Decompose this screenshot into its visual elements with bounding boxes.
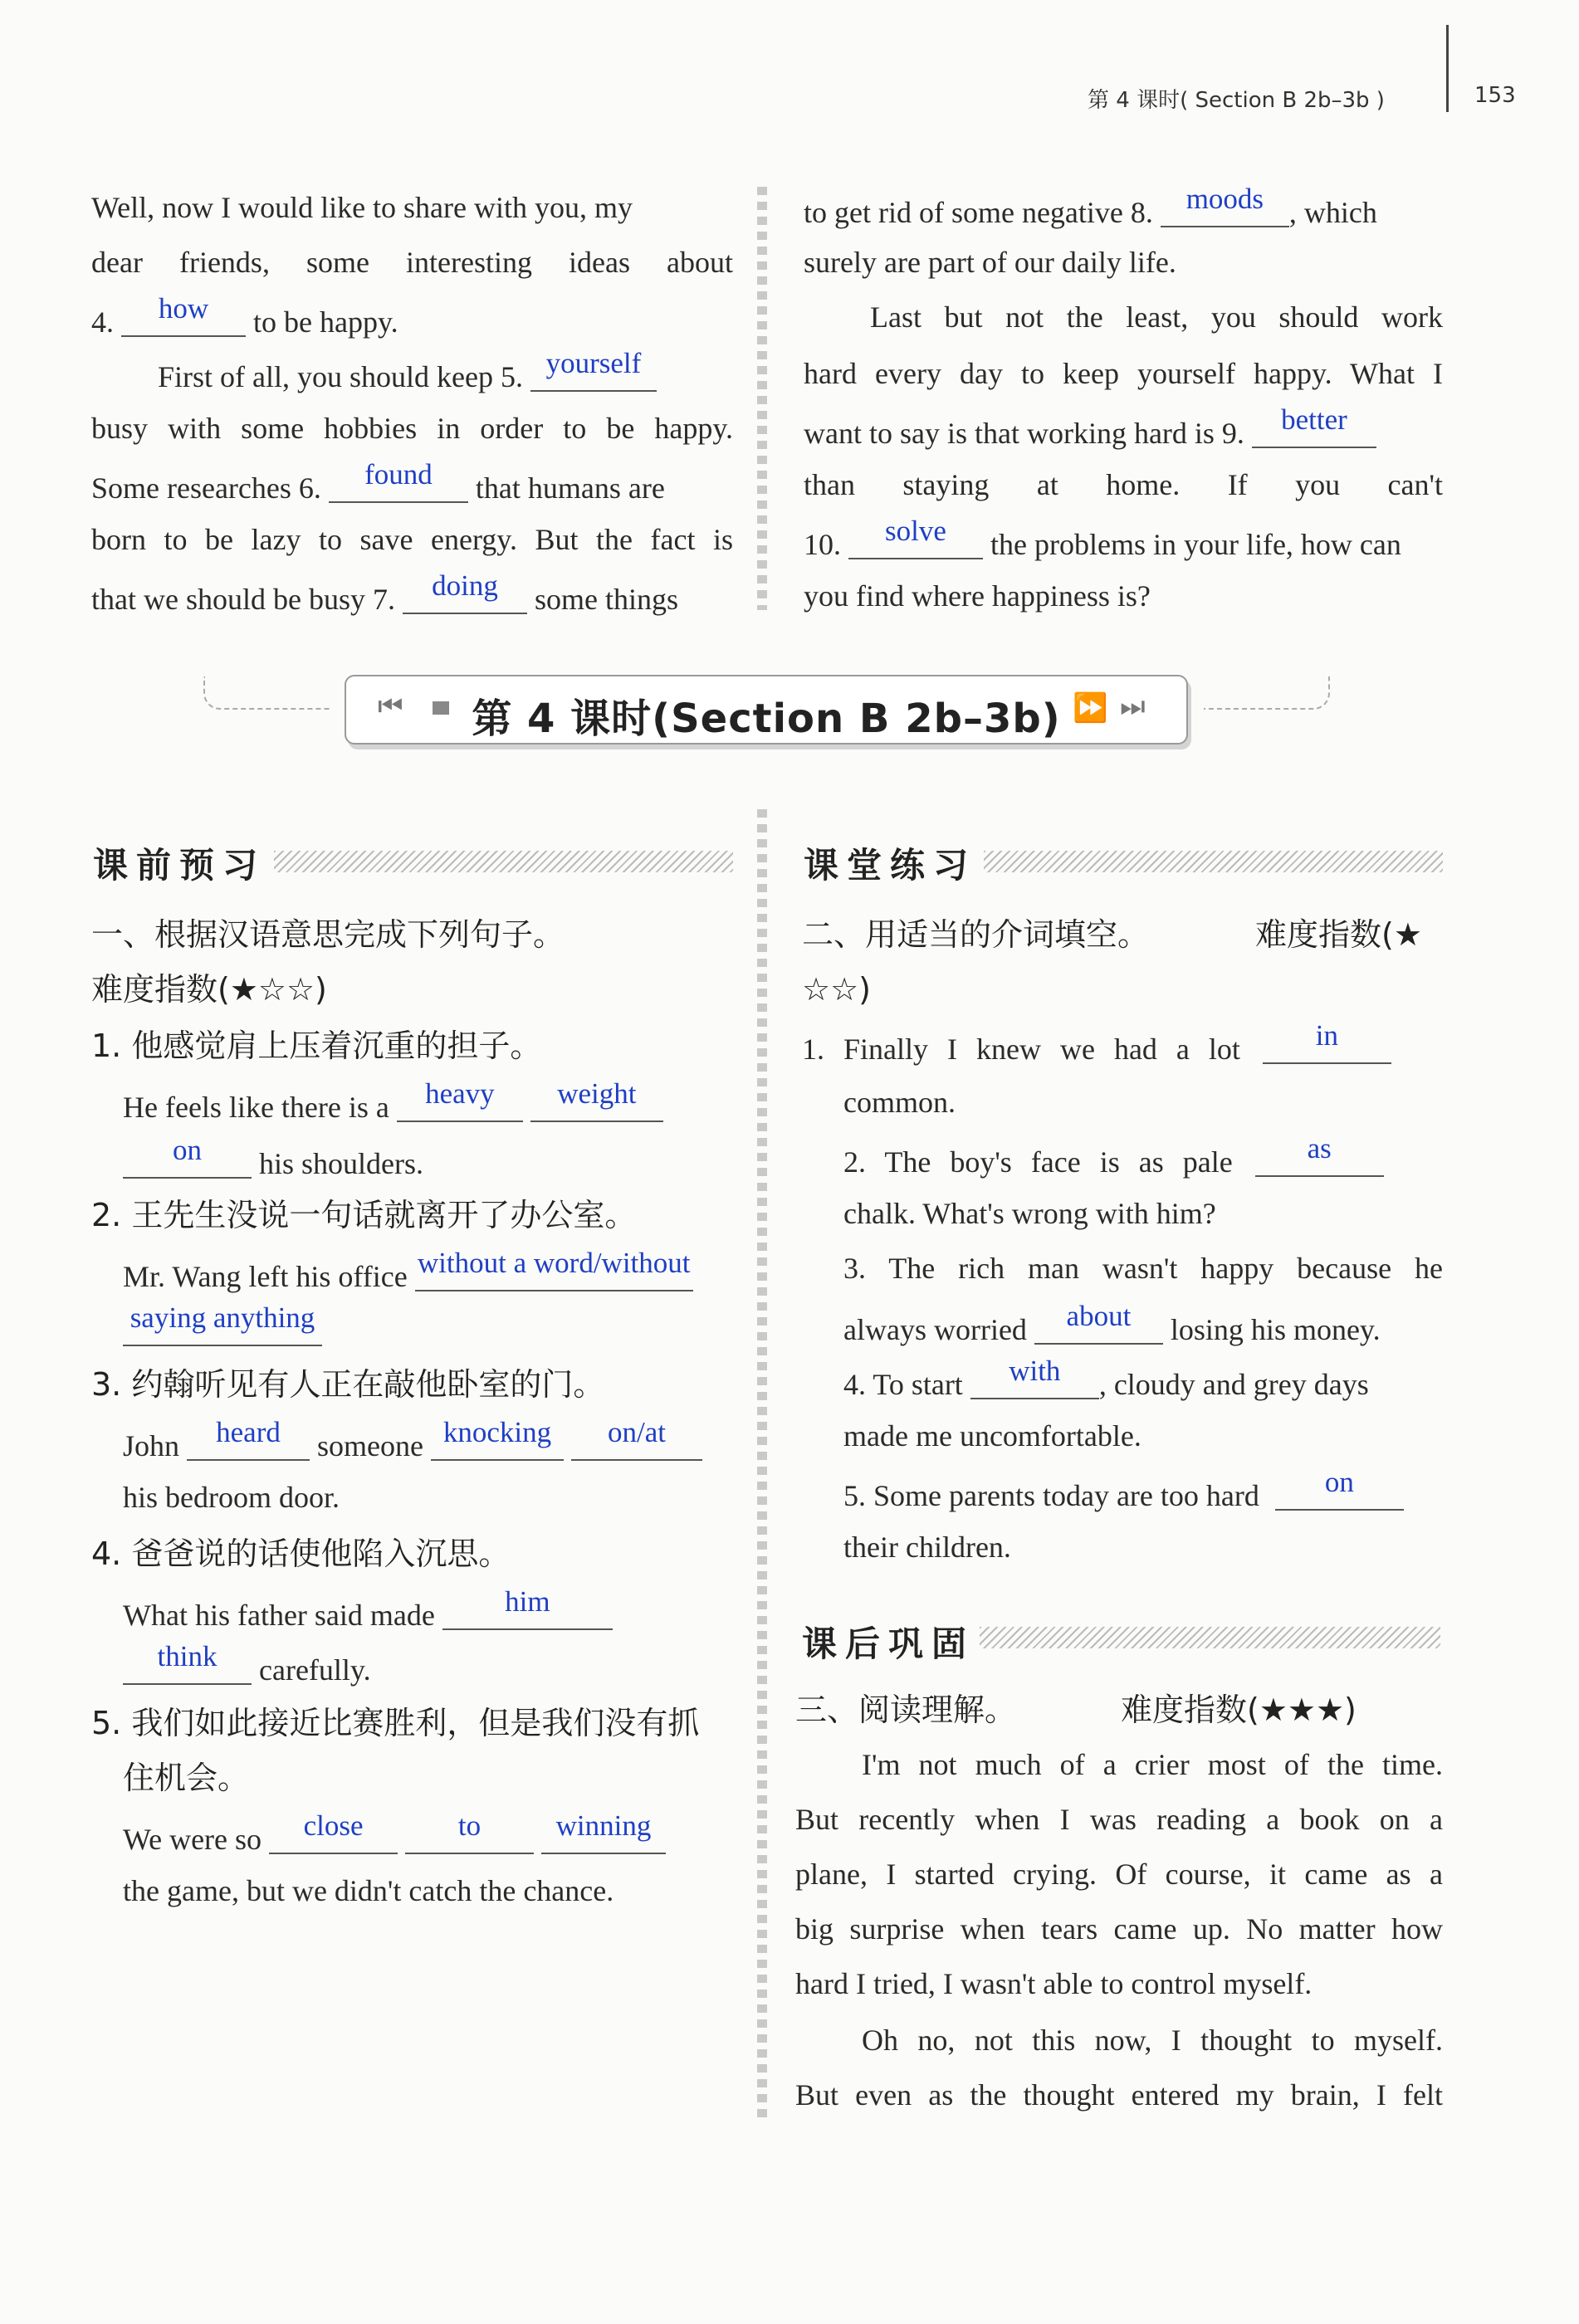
answer: found — [364, 458, 433, 491]
text: Some researches 6. — [91, 471, 321, 505]
answer: him — [505, 1585, 550, 1618]
q2-english — [123, 1247, 693, 1293]
part2-title: 二、用适当的介词填空。 — [802, 916, 1150, 953]
passage-line: Oh no, not this now, I thought to myself. — [862, 2024, 1443, 2057]
text: Well, now I would like to share with you, my — [91, 191, 633, 224]
passage-line: plane, I started crying. Of course, it came as a — [795, 1858, 1443, 1891]
part3-title: 三、阅读理解。 — [795, 1692, 1017, 1728]
part1-title: 一、根据汉语意思完成下列句子。 — [91, 916, 565, 953]
q5-english-2: the game, but we didn't catch the chance. — [123, 1874, 614, 1907]
answer-blank — [269, 1809, 398, 1854]
answer: as — [1307, 1132, 1332, 1164]
answer: winning — [555, 1809, 652, 1842]
passage-line — [804, 515, 1401, 561]
answer: to — [457, 1809, 482, 1842]
text: want to say is that working hard is 9. — [804, 417, 1244, 450]
answer-blank — [415, 1247, 693, 1291]
section-heading-consolidate: 课后巩固 — [802, 1623, 975, 1664]
text: that humans are — [475, 471, 665, 505]
text: the problems in your life, how can — [990, 528, 1401, 561]
exercise-3-2 — [843, 1300, 1381, 1346]
exercise-3: 3. The rich man wasn't happy because he — [843, 1252, 1443, 1285]
answer-blank — [121, 292, 246, 337]
lesson-banner — [345, 675, 1188, 745]
heading-hatch — [980, 1627, 1440, 1648]
passage-line: hard I tried, I wasn't able to control myself. — [795, 1967, 1313, 2000]
answer-blank — [848, 515, 983, 559]
q5-chinese-2: 住机会。 — [123, 1760, 250, 1796]
fast-forward-icon: ⏩ — [1073, 693, 1108, 724]
answer: moods — [1185, 183, 1264, 215]
text: We were so — [123, 1823, 262, 1856]
q1-english-2 — [123, 1134, 423, 1180]
q1-chinese: 1. 他感觉肩上压着沉重的担子。 — [91, 1028, 542, 1064]
passage-line: hard every day to keep yourself happy. What I — [804, 357, 1443, 390]
answer: on — [173, 1134, 202, 1166]
answer: knocking — [442, 1416, 552, 1448]
text: Mr. Wang left his office — [123, 1260, 408, 1293]
exercise-2-2: chalk. What's wrong with him? — [843, 1197, 1216, 1230]
part1-difficulty: 难度指数(★☆☆) — [91, 971, 327, 1008]
exercise-1 — [802, 1019, 1391, 1066]
passage-line — [804, 403, 1376, 450]
answer-blank — [530, 1077, 663, 1122]
text: 2. The boy's face is as pale — [843, 1145, 1233, 1179]
passage-line: But even as the thought entered my brain, I felt — [795, 2078, 1443, 2112]
q1-english — [123, 1077, 663, 1124]
banner-title: 第 4 课时(Section B 2b–3b) — [472, 696, 1061, 742]
answer: close — [303, 1809, 364, 1842]
answer-blank — [1034, 1300, 1163, 1345]
exercise-5-2: their children. — [843, 1531, 1011, 1564]
passage-line: Last but not the least, you should work — [870, 300, 1443, 334]
text: to get rid of some negative 8. — [804, 196, 1153, 229]
exercise-4-2: made me uncomfortable. — [843, 1419, 1141, 1452]
answer-blank — [123, 1640, 252, 1685]
answer-blank — [571, 1416, 702, 1461]
answer: doing — [432, 569, 498, 602]
answer: on — [1324, 1466, 1354, 1498]
answer: how — [158, 292, 209, 325]
text: 4. — [91, 305, 114, 339]
text: First of all, you should keep 5. — [158, 360, 523, 393]
q2-chinese: 2. 王先生没说一句话就离开了办公室。 — [91, 1197, 637, 1233]
passage-line: than staying at home. If you can't — [804, 468, 1443, 501]
answer-blank — [541, 1809, 666, 1854]
answer-blank — [123, 1134, 252, 1179]
skip-end-icon: ⏭ — [1120, 691, 1146, 722]
banner-deco-left — [203, 676, 330, 710]
answer-blank — [1263, 1019, 1391, 1064]
answer-blank — [405, 1809, 534, 1854]
text: , which — [1288, 196, 1377, 229]
page-number: 153 — [1474, 83, 1516, 108]
answer: saying anything — [130, 1301, 315, 1334]
exercise-5 — [843, 1466, 1404, 1512]
q4-english-2 — [123, 1640, 371, 1687]
text: carefully. — [259, 1653, 371, 1687]
q5-chinese: 5. 我们如此接近比赛胜利，但是我们没有抓 — [91, 1705, 700, 1741]
q2-english-2 — [123, 1301, 322, 1346]
heading-hatch — [274, 851, 733, 872]
passage-line — [804, 183, 1377, 229]
text: some things — [534, 583, 678, 616]
passage-line: born to be lazy to save energy. But the fact is — [91, 523, 733, 556]
text: 4. To start — [843, 1368, 963, 1401]
answer: think — [157, 1640, 218, 1672]
answer: with — [1009, 1355, 1061, 1387]
answer-blank — [397, 1077, 523, 1122]
banner-deco-right — [1204, 676, 1330, 710]
column-divider — [757, 187, 767, 610]
q5-english — [123, 1809, 666, 1856]
passage-line: busy with some hobbies in order to be happy. — [91, 412, 733, 445]
text: always worried — [843, 1313, 1027, 1346]
q3-english-2: his bedroom door. — [123, 1481, 340, 1514]
answer-blank — [329, 458, 468, 503]
exercise-2 — [843, 1132, 1384, 1179]
q4-chinese: 4. 爸爸说的话使他陷入沉思。 — [91, 1536, 511, 1572]
text: to be happy. — [253, 305, 398, 339]
answer: heard — [216, 1416, 281, 1448]
header-divider — [1446, 25, 1449, 112]
answer-blank — [403, 569, 527, 614]
answer-blank — [970, 1355, 1099, 1399]
text: 10. — [804, 528, 841, 561]
text: that we should be busy 7. — [91, 583, 395, 616]
passage-line: But recently when I was reading a book on a — [795, 1803, 1443, 1836]
answer-blank — [431, 1416, 564, 1461]
passage-line — [91, 458, 665, 505]
answer: about — [1066, 1300, 1132, 1332]
text: He feels like there is a — [123, 1091, 389, 1124]
answer-blank — [530, 347, 657, 392]
text: 1. Finally I knew we had a lot — [802, 1033, 1240, 1066]
section-heading-preview: 课前预习 — [93, 845, 266, 886]
passage-line: dear friends, some interesting ideas about — [91, 246, 733, 279]
text: John — [123, 1429, 180, 1462]
answer: better — [1281, 403, 1347, 436]
text: , cloudy and grey days — [1098, 1368, 1369, 1401]
part2-difficulty: 难度指数(★ — [1255, 916, 1422, 953]
answer-blank — [187, 1416, 310, 1461]
passage-line: you find where happiness is? — [804, 579, 1151, 613]
answer-blank — [1275, 1466, 1404, 1511]
passage-line — [91, 193, 733, 222]
answer-blank — [442, 1585, 613, 1630]
rewind-icon: ⏮ — [378, 691, 403, 722]
passage-line — [91, 292, 398, 339]
section-heading-practice: 课堂练习 — [804, 845, 977, 886]
answer-blank — [1255, 1132, 1384, 1177]
answer: solve — [885, 515, 946, 547]
text: losing his money. — [1170, 1313, 1381, 1346]
text: 5. Some parents today are too hard — [843, 1479, 1259, 1512]
passage-line — [158, 347, 657, 393]
answer-blank — [123, 1301, 322, 1346]
text: his shoulders. — [259, 1147, 423, 1180]
passage-line: surely are part of our daily life. — [804, 246, 1176, 279]
passage-line: big surprise when tears came up. No matter how — [795, 1912, 1443, 1946]
answer: weight — [557, 1077, 637, 1110]
answer-blank — [1252, 403, 1376, 448]
part2-difficulty-2: ☆☆) — [802, 971, 871, 1008]
part3-difficulty: 难度指数(★★★) — [1121, 1692, 1357, 1728]
answer-blank — [1161, 183, 1289, 227]
answer: on/at — [607, 1416, 666, 1448]
text: someone — [317, 1429, 423, 1462]
passage-line — [91, 569, 678, 616]
heading-hatch — [984, 851, 1443, 872]
answer: without a word/without — [417, 1247, 691, 1279]
answer: heavy — [425, 1077, 495, 1110]
passage-line: I'm not much of a crier most of the time. — [862, 1748, 1443, 1781]
q4-english — [123, 1585, 613, 1632]
q3-chinese: 3. 约翰听见有人正在敲他卧室的门。 — [91, 1366, 605, 1403]
exercise-1-2: common. — [843, 1086, 956, 1119]
answer: yourself — [545, 347, 642, 379]
q3-english — [123, 1416, 702, 1462]
text: What his father said made — [123, 1599, 435, 1632]
answer: in — [1315, 1019, 1339, 1052]
exercise-4 — [843, 1355, 1369, 1401]
column-divider — [757, 809, 767, 2121]
header-lesson: 第 4 课时( Section B 2b–3b ) — [1088, 88, 1385, 113]
